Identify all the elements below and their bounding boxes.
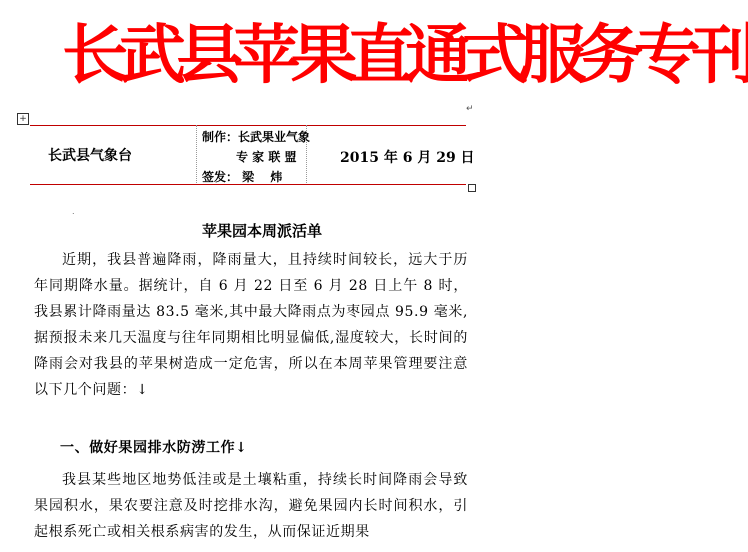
- table-divider: [196, 125, 197, 183]
- section-heading: 一、做好果园排水防涝工作↓: [60, 440, 248, 456]
- producer-line: 专 家 联 盟: [236, 150, 297, 164]
- producer-line: 制作：长武果业气象: [202, 130, 311, 144]
- office-name: 长武县气象台: [48, 148, 132, 164]
- paragraph-mark: ↵: [466, 104, 474, 114]
- signer-line: 签发： 梁 炜: [202, 170, 283, 184]
- body-paragraph: 我县某些地区地势低洼或是土壤粘重，持续长时间降雨会导致果园积水，果农要注意及时挖排水沟，避免果园内长时间积水，引起根系死亡或相关根系病害的发生，从而保证近期果: [34, 472, 468, 540]
- body-paragraph: 近期，我县普遍降雨，降雨量大，且持续时间较长，远大于历年同期降水量。据统计，自 6 月 22 日至 6 月 28 日上午 8 时，我县累计降雨量达 83.5 毫米,其中最大降雨点为枣园点 95.9 毫米,据预报未来几天温度与往年同期相比明显偏低,湿度较大，长时间的降雨会对我县的苹果树造成一定危害，所以在本周苹果管理要注意以下几个问题：↓: [34, 252, 468, 398]
- issue-date: 2015 年 6 月 29 日: [340, 150, 475, 166]
- masthead-title: 长武县苹果直通式服务专刊: [62, 18, 748, 93]
- table-move-handle[interactable]: +: [17, 113, 29, 125]
- table-resize-handle[interactable]: [468, 184, 476, 192]
- document-title: 苹果园本周派活单: [201, 222, 322, 240]
- paragraph-mark: .: [72, 207, 75, 216]
